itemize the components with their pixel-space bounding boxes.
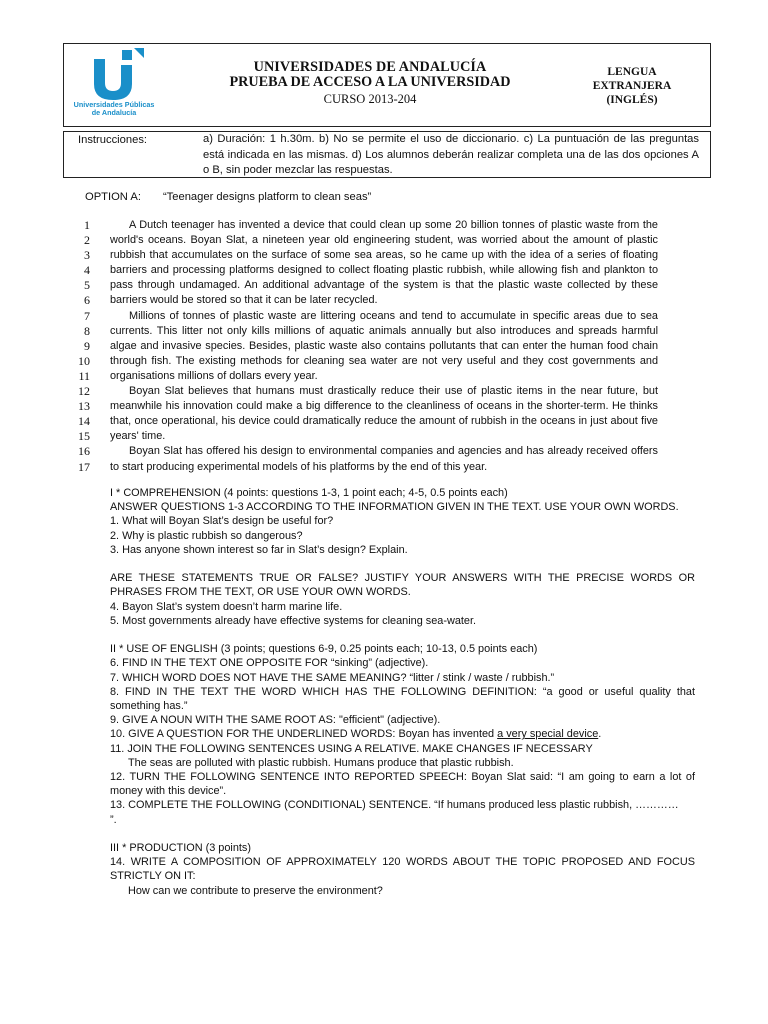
question-11-sentences: The seas are polluted with plastic rubbish. Humans produce that plastic rubbish. bbox=[128, 756, 514, 769]
course-year: CURSO 2013-204 bbox=[323, 92, 417, 106]
question-6: 6. FIND IN THE TEXT ONE OPPOSITE FOR “sinking” (adjective). bbox=[110, 657, 429, 670]
subject-line-2: EXTRANJERA bbox=[592, 80, 672, 92]
line-number: 5 bbox=[84, 278, 90, 293]
reading-paragraph: Boyan Slat believes that humans must drastically reduce their use of plastic items in the near future, but meanwhile his innovation could make a big difference to the cleanliness of oceans in the shorter-term. He thinks that, once operational, his device could dramatically reduce the amount of rubbish in the oceans in just about five years' time. bbox=[110, 385, 658, 443]
question-10-underlined: a very special device bbox=[497, 728, 599, 741]
line-number: 8 bbox=[84, 323, 90, 338]
line-number: 15 bbox=[78, 429, 90, 444]
question-12: 12. TURN THE FOLLOWING SENTENCE INTO REPORTED SPEECH: Boyan Slat said: “I am going to earn a lot of money with this device”. bbox=[110, 771, 695, 798]
question-10-end: . bbox=[598, 728, 602, 741]
section-comprehension-heading: I * COMPREHENSION (4 points: questions 1-3, 1 point each; 4-5, 0.5 points each) bbox=[110, 487, 508, 499]
section-comprehension-instruction: ANSWER QUESTIONS 1-3 ACCORDING TO THE INFORMATION GIVEN IN THE TEXT. USE YOUR OWN WORDS. bbox=[110, 501, 679, 514]
logo-caption-line-2: de Andalucía bbox=[91, 108, 137, 117]
instructions-text: a) Duración: 1 h.30m. b) No se permite el uso de diccionario. c) La puntuación de las preguntas está indicada en las mismas. d) Los alumnos deberán realizar completa una de las dos opciones A o B, sin poder mezclar las respuestas. bbox=[203, 133, 699, 177]
subject bbox=[582, 65, 682, 107]
true-false-instruction: ARE THESE STATEMENTS TRUE OR FALSE? JUSTIFY YOUR ANSWERS WITH THE PRECISE WORDS OR PHRASES FROM THE TEXT, OR USE YOUR OWN WORDS. bbox=[110, 572, 695, 599]
instructions-label: Instrucciones: bbox=[78, 134, 148, 146]
line-number: 1 bbox=[84, 218, 90, 232]
section-use-of-english-heading: II * USE OF ENGLISH (3 points; questions 6-9, 0.25 points each; 10-13, 0.5 points each) bbox=[110, 643, 538, 656]
question-10 bbox=[110, 727, 695, 741]
option-heading bbox=[85, 191, 371, 203]
line-number: 13 bbox=[78, 399, 90, 414]
line-number: 3 bbox=[84, 248, 90, 263]
line-number: 14 bbox=[78, 414, 90, 429]
university-logo bbox=[66, 47, 162, 123]
title-exam: PRUEBA DE ACCESO A LA UNIVERSIDAD bbox=[229, 74, 511, 90]
question-13-end: ”. bbox=[110, 813, 117, 826]
question-8: 8. FIND IN THE TEXT THE WORD WHICH HAS THE FOLLOWING DEFINITION: “a good or useful quality that something has.” bbox=[110, 685, 695, 713]
question-13: 13. COMPLETE THE FOLLOWING (CONDITIONAL) SENTENCE. “If humans produced less plastic rubbish, ………… bbox=[110, 799, 679, 812]
title-universities: UNIVERSIDADES DE ANDALUCÍA bbox=[253, 59, 487, 75]
question-1: 1. What will Boyan Slat’s design be useful for? bbox=[110, 515, 334, 528]
line-number: 4 bbox=[84, 263, 90, 278]
question-4: 4. Bayon Slat’s system doesn’t harm marine life. bbox=[110, 600, 343, 613]
line-number: 7 bbox=[84, 308, 90, 323]
option-label: OPTION A: bbox=[85, 191, 141, 203]
question-11: 11. JOIN THE FOLLOWING SENTENCES USING A RELATIVE. MAKE CHANGES IF NECESSARY bbox=[110, 742, 593, 755]
line-number: 9 bbox=[84, 338, 90, 353]
line-numbers bbox=[66, 218, 90, 475]
exam-title bbox=[190, 60, 550, 107]
section-production-heading: III * PRODUCTION (3 points) bbox=[110, 842, 251, 855]
line-number: 11 bbox=[78, 368, 90, 383]
line-number: 17 bbox=[78, 459, 90, 474]
questions bbox=[110, 486, 695, 898]
question-9: 9. GIVE A NOUN WITH THE SAME ROOT AS: "efficient" (adjective). bbox=[110, 714, 441, 727]
question-2: 2. Why is plastic rubbish so dangerous? bbox=[110, 529, 303, 542]
question-7: 7. WHICH WORD DOES NOT HAVE THE SAME MEANING? “litter / stink / waste / rubbish.” bbox=[110, 671, 555, 684]
composition-topic: How can we contribute to preserve the environment? bbox=[128, 884, 383, 897]
question-3: 3. Has anyone shown interest so far in Slat’s design? Explain. bbox=[110, 543, 408, 556]
line-number: 16 bbox=[78, 444, 90, 459]
reading-paragraph: A Dutch teenager has invented a device that could clean up some 20 billion tonnes of plastic waste from the world's oceans. Boyan Slat, a nineteen year old engineering student, was worried about the amount of plastic rubbish that accumulates on the surface of some sea areas, so he came up with the idea of a series of floating barriers and processing platforms designed to collect floating plastic rubbish, while allowing fish and plankton to pass through undamaged. An additional advantage of the system is that the plastic waste collected by these barriers would be stored so that it can be later recycled. bbox=[110, 219, 658, 307]
reading-paragraph: Millions of tonnes of plastic waste are littering oceans and tend to accumulate in specific areas due to sea currents. This litter not only kills millions of aquatic animals annually but also introduces and spreads harmful algae and invasive species. Besides, plastic waste also contains pollutants that can enter the human food chain through fish. The existing methods for cleaning sea water are not very useful and they cost governments and organisations millions of dollars every year. bbox=[110, 309, 658, 382]
question-10-text: 10. GIVE A QUESTION FOR THE UNDERLINED WORDS: Boyan has invented bbox=[110, 728, 498, 741]
line-number: 2 bbox=[84, 233, 90, 248]
logo-caption-line-1: Universidades Públicas bbox=[73, 100, 155, 109]
u-logo-icon bbox=[76, 47, 152, 101]
reading-text bbox=[110, 218, 658, 475]
question-5: 5. Most governments already have effective systems for cleaning sea-water. bbox=[110, 614, 477, 627]
line-number: 10 bbox=[78, 353, 90, 368]
reading-paragraph: Boyan Slat has offered his design to environmental companies and agencies and has already received offers to start producing experimental models of his platforms by the end of this year. bbox=[110, 445, 658, 473]
line-number: 12 bbox=[78, 384, 90, 399]
logo-caption bbox=[66, 101, 162, 117]
subject-line-1: LENGUA bbox=[607, 66, 657, 78]
question-14: 14. WRITE A COMPOSITION OF APPROXIMATELY 120 WORDS ABOUT THE TOPIC PROPOSED AND FOCUS STRICTLY ON IT: bbox=[110, 856, 695, 883]
option-title: “Teenager designs platform to clean seas” bbox=[162, 191, 372, 203]
line-number: 6 bbox=[84, 293, 90, 308]
subject-line-3: (INGLÉS) bbox=[606, 94, 658, 106]
